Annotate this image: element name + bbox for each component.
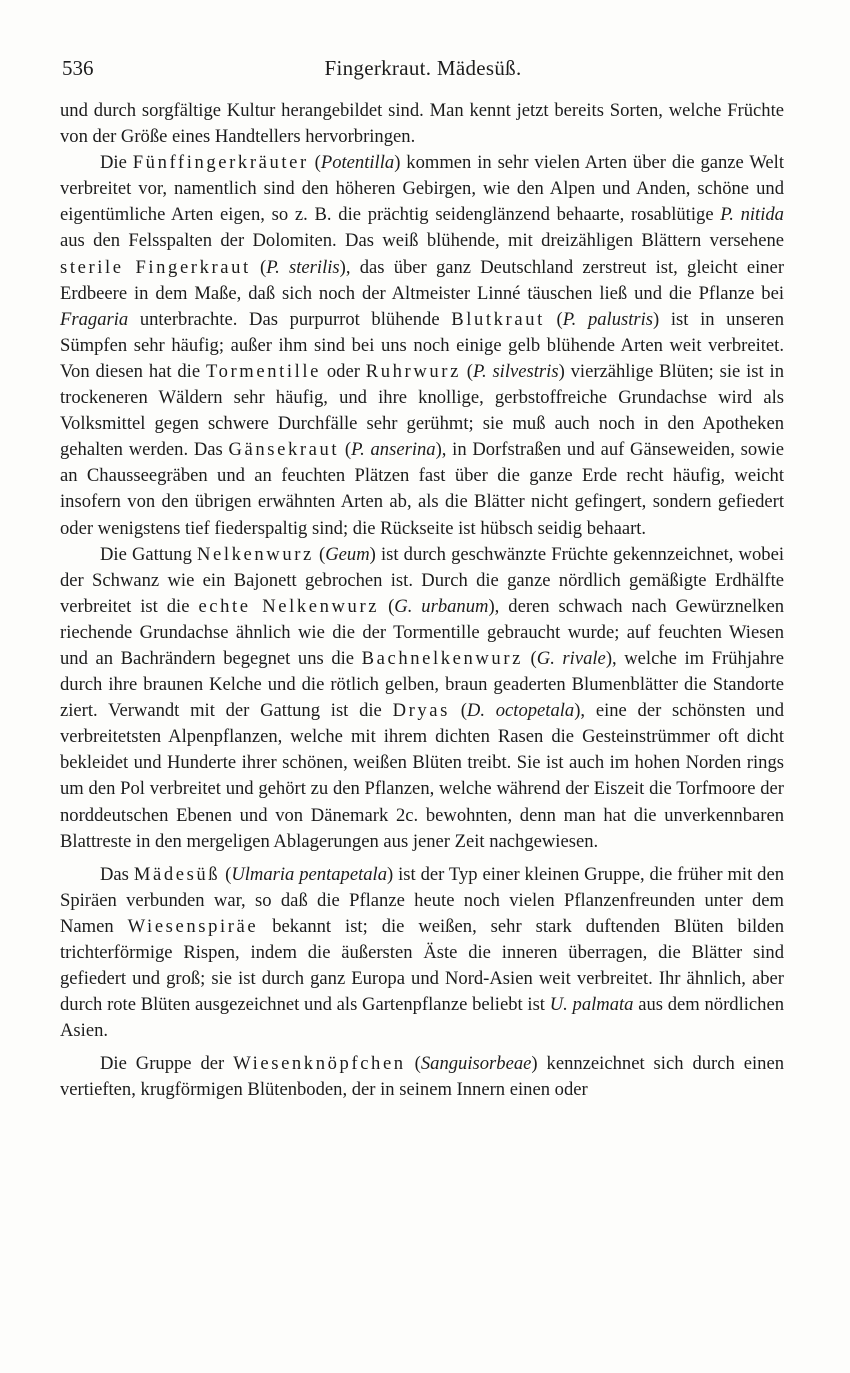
paragraph-fingerkraeuter [60,150,784,541]
latin-name: Geum [325,543,370,565]
text-run: ( [449,700,467,722]
text-run: ) ist durch geschwänzte Früchte gekennzeichnet, wobei der Schwanz wie ein Bajonett gebrochen ist. Durch die ganze nördlich gemäßigte Erdhälfte verbreitet ist die [60,543,784,617]
running-title: Fingerkraut. Mädesüß. [324,56,522,80]
latin-name: P. palustris [562,308,654,330]
spaced-term: Mädesüß [133,863,221,885]
spaced-term: Blutkraut [451,308,545,330]
text-run: ( [405,1053,421,1075]
paragraph-maedesuess [60,862,784,1045]
text-run: ( [379,595,395,617]
text-run: ), welche im Frühjahre durch ihre braunen Kelche und die rötlich gelben, braun geaderten Blumenblätter die Standorte ziert. Verwandt mit der Gattung ist die [60,647,784,722]
text-run: ) kennzeichnet sich durch einen vertieften, krugförmigen Blütenboden, der in seinem Innern einen oder [60,1053,785,1101]
latin-name: Ulmaria pentapetala [231,863,388,885]
spaced-term: Dryas [392,700,450,722]
text-run: ( [220,863,232,885]
text-run: bekannt ist; die weißen, sehr stark duftenden Blüten bilden trichterförmige Rispen, indem die äußersten Äste die inneren überragen, die Blätter sind gefiedert und groß; sie ist durch ganz Europa und Nord-Asien weit verbreitet. Ihr ähnlich, aber durch rote Blüten ausgezeichnet und als Gartenpflanze beliebt ist [60,915,785,1016]
paragraph-continuation [60,98,784,150]
paragraph-nelkenwurz [60,542,784,855]
text-run: ), eine der schönsten und verbreitetsten Alpenpflanzen, welche mit ihrem dichten Rasen die Gesteinstrümmer oft dicht bekleidet und Hunderte ihrer schönen, weißen Blüten treibt. Sie ist auch im hohen Norden rings um den Pol verbreitet und gehört zu den Pflanzen, welche während der Eiszeit die Torfmoore der norddeutschen Ebenen und von Dänemark 2c. bewohnten, denn man hat die unverkennbaren Blattreste in den mergeligen Ablagerungen aus jener Zeit nachgewiesen. [60,700,784,852]
latin-name: Fragaria [60,308,129,330]
spaced-term: Ruhrwurz [365,360,461,382]
spaced-term: Gänsekraut [228,439,340,461]
latin-name: Potentilla [320,152,395,174]
spaced-term: sterile Fingerkraut [60,256,251,278]
text-run: ( [308,152,321,174]
latin-name: P. silvestris [472,360,559,382]
text-run: ( [339,439,352,461]
latin-name: P. nitida [720,204,784,226]
spaced-term: Wiesenknöpfchen [233,1053,406,1075]
paragraph-wiesenknoepfchen [60,1051,784,1103]
text-run: ( [313,543,326,565]
text-run: ), in Dorfstraßen und auf Gänseweiden, sowie an Chausseegräben und an feuchten Plätzen fast über die ganze Erde recht häufig, weicht insofern von den übrigen erwähnten Arten ab, als die Blätter nicht gefingert, sondern gefiedert oder wenigstens tief fiederspaltig sind; die Rückseite ist hübsch seidig behaart. [60,439,784,539]
latin-name: U. palmata [549,994,634,1016]
latin-name: Sanguisorbeae [420,1053,532,1075]
spaced-term: Tormentille [205,360,322,382]
text-run: ) kommen in sehr vielen Arten über die ganze Welt verbreitet vor, namentlich sind den höheren Gebirgen, wie den Alpen und Anden, schöne und eigentümliche Arten eigen, so z. B. die prächtig seidenglänzend behaarte, rosablütige [60,152,784,226]
text-run: und durch sorgfältige Kultur herangebildet sind. Man kennt jetzt bereits Sorten, welche Früchte von der Größe eines Handtellers hervorbringen. [60,100,784,148]
text-run: Die Gruppe der [100,1053,234,1075]
latin-name: G. rivale [536,647,606,669]
spaced-term: Nelkenwurz [197,543,314,565]
body-text [60,98,784,1104]
text-run: Das [100,863,134,885]
text-run: ) vierzählige Blüten; sie ist in trockeneren Wäldern sehr häufig, und ihre knollige, gerbstoffreiche Grundachse wird als Volksmittel gegen schwere Durchfälle sehr gerühmt; sie muß auch noch in den Apotheken gehalten werden. Das [60,360,785,461]
latin-name: D. octopetala [466,700,575,722]
text-run: ( [544,308,563,330]
page-number: 536 [62,56,94,80]
text-run: ), das über ganz Deutschland zerstreut ist, gleicht einer Erdbeere in dem Maße, daß sich noch der Altmeister Linné täuschen ließ und die Pflanze bei [60,256,785,304]
page-header [62,56,784,88]
text-run: ) ist in unseren Sümpfen sehr häufig; außer ihm sind bei uns noch einige gelb blühende Arten weit verbreitet. Von diesen hat die [60,308,784,382]
text-run: ) ist der Typ einer kleinen Gruppe, die früher mit den Spiräen verbunden war, so daß die Pflanze heute noch vielen Pflanzenfreunden unter dem Namen [60,863,784,937]
text-run: Die Gattung [100,543,198,565]
text-run: unterbrachte. Das purpurrot blühende [128,308,452,330]
text-run: aus den Felsspalten der Dolomiten. Das weiß blühende, mit dreizähligen Blättern versehene [60,230,784,252]
text-run: oder [321,360,366,382]
spaced-term: Wiesenspiräe [127,915,259,937]
spaced-term: echte Nelkenwurz [198,595,380,617]
text-run: Die [100,152,133,174]
text-run: aus dem nördlichen Asien. [60,994,784,1042]
text-run: ( [522,647,537,669]
latin-name: P. anserina [351,439,436,461]
text-run: ( [250,256,267,278]
text-run: ( [460,360,473,382]
latin-name: P. sterilis [266,256,340,278]
spaced-term: Fünffingerkräuter [132,152,309,174]
spaced-term: Bachnelkenwurz [361,647,523,669]
latin-name: G. urbanum [394,595,489,617]
text-run: ), deren schwach nach Gewürznelken riechende Grundachse ähnlich wie die der Tormentille gebraucht wurde; auf feuchten Wiesen und an Bachrändern begegnet uns die [60,595,785,669]
